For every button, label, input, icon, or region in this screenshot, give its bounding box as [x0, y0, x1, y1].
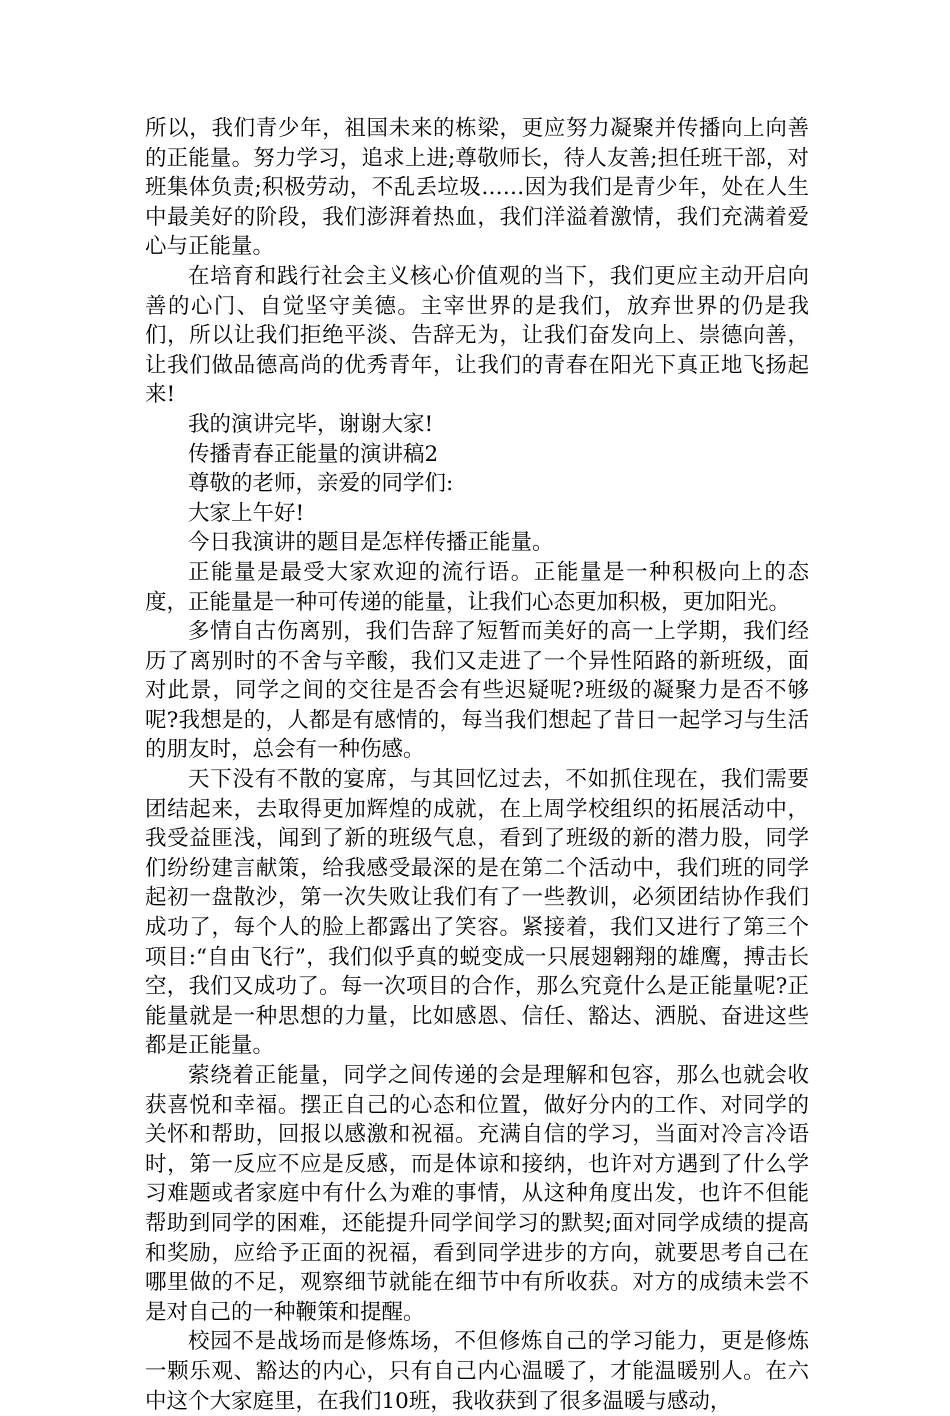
- paragraph-farewell: 多情自古伤离别，我们告辞了短暂而美好的高一上学期，我们经历了离别时的不舍与辛酸，我们又走进了一个异性陌路的新班级，面对此景，同学之间的交往是否会有些迟疑呢?班级的凝聚力是否不够呢?我想是的，人都是有感情的，每当我们想起了昔日一起学习与生活的朋友时，总会有一种伤感。: [145, 619, 809, 763]
- paragraph-campus: 校园不是战场而是修炼场，不但修炼自己的学习能力，更是修炼一颗乐观、豁达的内心，只有自己内心温暖了，才能温暖别人。在六中这个大家庭里，在我们10班，我收获到了很多温暖与感动，: [145, 1329, 809, 1414]
- paragraph-continuation: 所以，我们青少年，祖国未来的栋梁，更应努力凝聚并传播向上向善的正能量。努力学习，追求上进;尊敬师长，待人友善;担任班干部，对班集体负责;积极劳动，不乱丢垃圾……因为我们是青少年，处在人生中最美好的阶段，我们澎湃着热血，我们洋溢着激情，我们充满着爱心与正能量。: [145, 116, 809, 260]
- salutation: 尊敬的老师，亲爱的同学们:: [188, 471, 454, 497]
- paragraph-closing: 我的演讲完毕，谢谢大家!: [188, 411, 434, 437]
- topic-statement: 今日我演讲的题目是怎样传播正能量。: [188, 530, 554, 556]
- greeting: 大家上午好!: [188, 500, 305, 526]
- paragraph-activity: 天下没有不散的宴席，与其回忆过去，不如抓住现在，我们需要团结起来，去取得更加辉煌的成就，在上周学校组织的拓展活动中，我受益匪浅，闻到了新的班级气息，看到了班级的新的潜力股，同学们纷纷建言献策，给我感受最深的是在第二个活动中，我们班的同学起初一盘散沙，第一次失败让我们有了一些教训，必须团结协作我们成功了，每个人的脸上都露出了笑容。紧接着，我们又进行了第三个项目:“自由飞行”，我们似乎真的蜕变成一只展翅翱翔的雄鹰，搏击长空，我们又成功了。每一次项目的合作，那么究竟什么是正能量呢?正能量就是一种思想的力量，比如感恩、信任、豁达、洒脱、奋进这些都是正能量。: [145, 767, 809, 1059]
- paragraph-core-values: 在培育和践行社会主义核心价值观的当下，我们更应主动开启向善的心门、自觉坚守美德。主宰世界的是我们，放弃世界的仍是我们，所以让我们拒绝平淡、告辞无为，让我们奋发向上、崇德向善，让我们做品德高尚的优秀青年，让我们的青春在阳光下真正地飞扬起来!: [145, 263, 809, 408]
- document-body: [145, 114, 809, 1416]
- paragraph-understanding: 萦绕着正能量，同学之间传递的会是理解和包容，那么也就会收获喜悦和幸福。摆正自己的心态和位置，做好分内的工作、对同学的关怀和帮助，回报以感激和祝福。充满自信的学习，当面对冷言冷语时，第一反应不应是反感，而是体谅和接纳，也许对方遇到了什么学习难题或者家庭中有什么为难的事情，从这种角度出发，也许不但能帮助到同学的困难，还能提升同学间学习的默契;面对同学成绩的提高和奖励，应给予正面的祝福，看到同学进步的方向，就要思考自己在哪里做的不足，观察细节就能在细节中有所收获。对方的成绩未尝不是对自己的一种鞭策和提醒。: [145, 1063, 809, 1325]
- speech-title: 传播青春正能量的演讲稿2: [188, 441, 439, 467]
- paragraph-definition: 正能量是最受大家欢迎的流行语。正能量是一种积极向上的态度，正能量是一种可传递的能量，让我们心态更加积极，更加阳光。: [145, 559, 809, 615]
